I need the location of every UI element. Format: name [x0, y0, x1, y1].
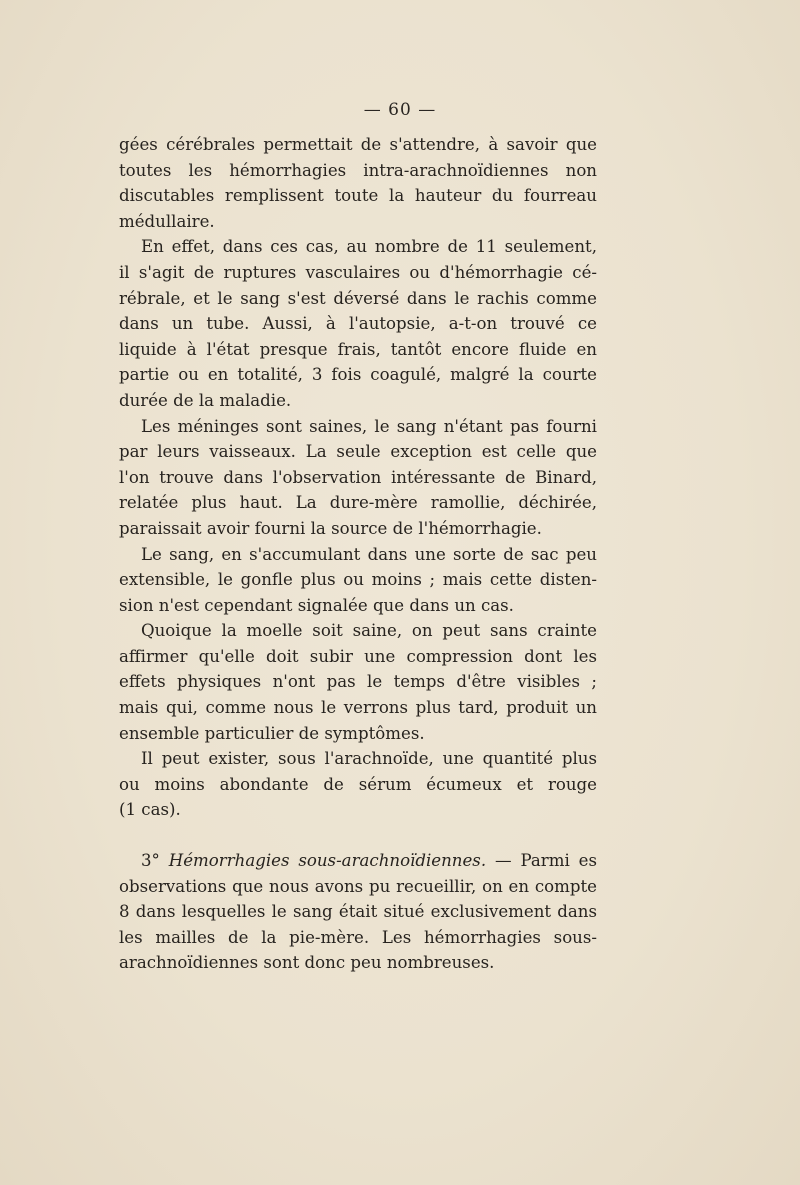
text-line: l'on trouve dans l'observation intéressante de Binard, — [119, 467, 597, 487]
text-line: relatée plus haut. La dure-mère ramollie, déchirée, — [119, 493, 597, 513]
text-line: dans un tube. Aussi, à l'autopsie, a-t-on trouvé ce — [119, 314, 597, 334]
text-line: discutables remplissent toute la hauteur du fourreau — [119, 186, 597, 206]
text-line: extensible, le gonfle plus ou moins ; mais cette disten- — [119, 570, 597, 590]
paragraph — [119, 746, 597, 823]
paragraph — [119, 234, 597, 413]
text-line: effets physiques n'ont pas le temps d'être visibles ; — [119, 672, 597, 692]
text-line: affirmer qu'elle doit subir une compression dont les — [119, 646, 597, 666]
text-line: toutes les hémorrhagies intra-arachnoïdiennes non — [119, 160, 597, 180]
text-line: médullaire. — [119, 211, 215, 231]
text-line: sion n'est cependant signalée que dans un cas. — [119, 595, 514, 615]
text-line: Le sang, en s'accumulant dans une sorte de sac peu — [141, 544, 597, 564]
text-line: gées cérébrales permettait de s'attendre, à savoir que — [119, 135, 597, 154]
section-number: 3° — [141, 851, 160, 871]
text-line: (1 cas). — [119, 800, 181, 820]
text-line: Il peut exister, sous l'arachnoïde, une quantité plus — [141, 749, 597, 769]
text-line: Quoique la moelle soit saine, on peut sans crainte — [141, 621, 597, 641]
text-line: ou moins abondante de sérum écumeux et rouge — [119, 774, 597, 794]
section-paragraph — [119, 848, 597, 976]
page-number: — 60 — — [363, 100, 437, 120]
text-line: il s'agit de ruptures vasculaires ou d'hémorrhagie cé- — [119, 262, 597, 282]
section-title: Hémorrhagies sous-arachnoïdiennes. — [168, 851, 487, 871]
text-line: arachnoïdiennes sont donc peu nombreuses. — [119, 953, 495, 973]
body-text — [119, 132, 597, 976]
text-line: les mailles de la pie-mère. Les hémorrhagies sous- — [119, 927, 597, 947]
text-line: Les méninges sont saines, le sang n'étant pas fourni — [141, 416, 597, 436]
text-line: observations que nous avons pu recueillir, on en compte — [119, 876, 597, 896]
paragraph — [119, 542, 597, 619]
paragraph — [119, 618, 597, 746]
text-line: paraissait avoir fourni la source de l'hémorrhagie. — [119, 518, 542, 538]
section-heading-line — [119, 848, 597, 874]
text-line: 8 dans lesquelles le sang était situé exclusivement dans — [119, 902, 597, 922]
text-line: rébrale, et le sang s'est déversé dans le rachis comme — [119, 288, 597, 308]
section-gap — [119, 823, 597, 848]
paragraph — [119, 414, 597, 542]
paragraph — [119, 132, 597, 234]
text-line: liquide à l'état presque frais, tantôt encore fluide en — [119, 339, 597, 359]
text-line: durée de la maladie. — [119, 390, 292, 410]
section-intro-text: — Parmi es — [486, 851, 597, 871]
text-line: par leurs vaisseaux. La seule exception est celle que — [119, 442, 597, 462]
text-line: partie ou en totalité, 3 fois coagulé, malgré la courte — [119, 365, 597, 385]
text-line: ensemble particulier de symptômes. — [119, 723, 425, 743]
text-line: En effet, dans ces cas, au nombre de 11 seulement, — [141, 237, 597, 257]
text-line: mais qui, comme nous le verrons plus tard, produit un — [119, 698, 597, 718]
